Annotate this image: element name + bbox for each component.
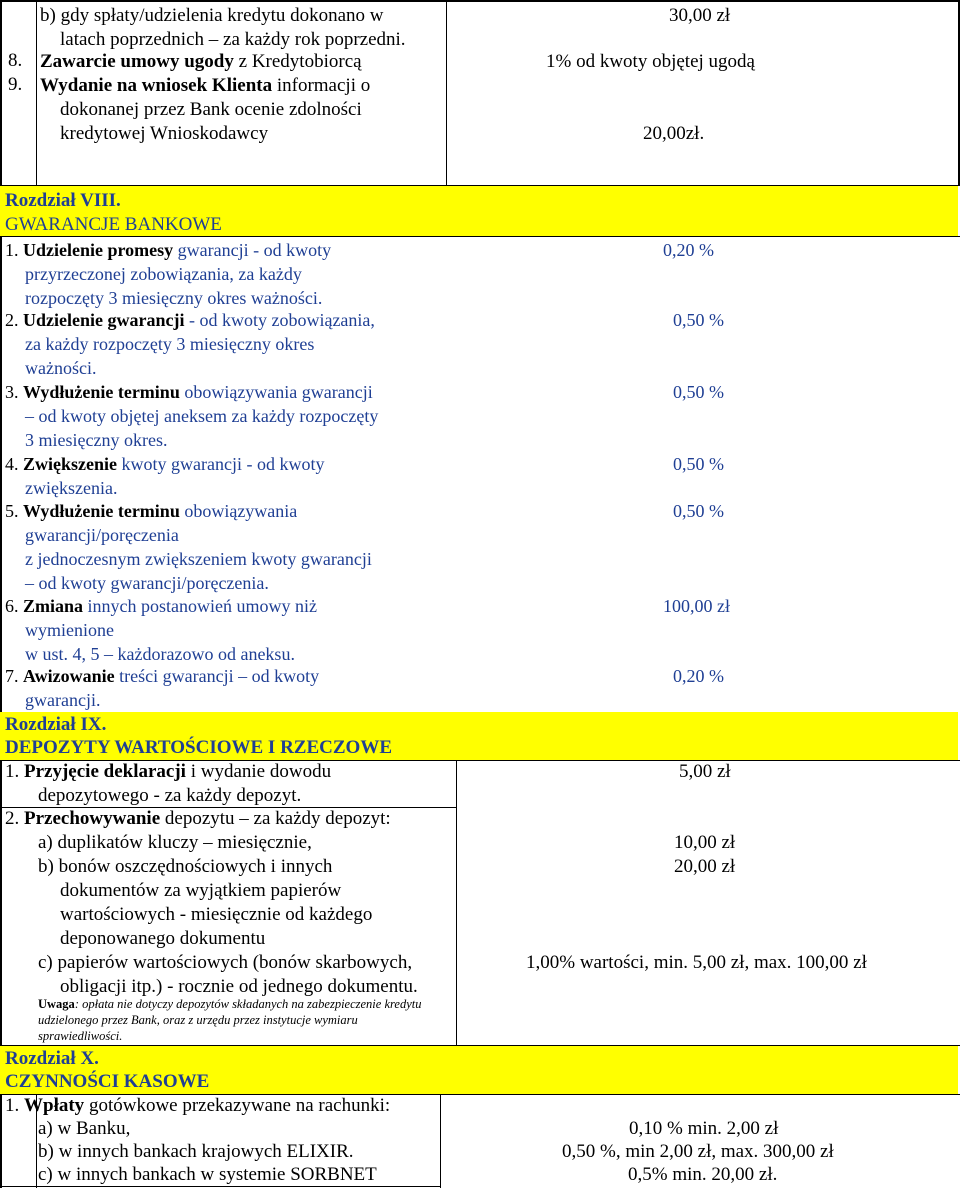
fee-value: 30,00 zł <box>669 5 731 26</box>
text-fragment: informacji o <box>272 75 371 96</box>
item-title: Awizowanie <box>23 666 115 686</box>
table-border <box>0 0 2 1188</box>
item-title: Zawarcie umowy ugody <box>40 51 234 72</box>
item-title: Wydłużenie terminu <box>23 382 180 402</box>
table-border <box>0 0 960 2</box>
item-text: treści gwarancji – od kwoty <box>114 666 320 686</box>
section-title: Rozdział VIII. <box>5 190 121 211</box>
item-title: Zwiększenie <box>23 454 117 474</box>
fee-value: 1,00% wartości, min. 5,00 zł, max. 100,00 zł <box>526 952 867 973</box>
text-line <box>40 50 362 74</box>
item-text: – od kwoty objętej aneksem za każdy rozpoczęty <box>25 406 379 426</box>
fee-value: 0,50 % <box>673 382 724 402</box>
item-text: - od kwoty zobowiązania, <box>184 310 375 330</box>
fee-value: 5,00 zł <box>679 761 731 782</box>
fee-value: 10,00 zł <box>674 832 736 853</box>
item-number: 3. <box>5 382 19 402</box>
item-title: Zmiana <box>23 596 84 616</box>
item-text: i wydanie dowodu <box>185 761 332 782</box>
section-title: Rozdział IX. <box>5 714 107 735</box>
item-text: obowiązywania gwarancji <box>179 382 373 402</box>
column-divider <box>440 1094 441 1188</box>
column-divider <box>446 0 447 186</box>
item-number: 1. <box>5 761 20 782</box>
fee-value: 0,50 % <box>673 501 724 521</box>
item-text: c) w innych bankach w systemie SORBNET <box>38 1164 377 1185</box>
item-title: Przyjęcie deklaracji <box>24 761 186 782</box>
item-text: gotówkowe przekazywane na rachunki: <box>84 1095 391 1116</box>
item-text: – od kwoty gwarancji/poręczenia. <box>25 573 269 593</box>
note-label: Uwaga <box>38 997 75 1011</box>
section-subtitle: GWARANCJE BANKOWE <box>5 214 222 235</box>
fee-value: 0,50 % <box>673 454 724 474</box>
item-number: 4. <box>5 454 19 474</box>
list-item <box>5 807 391 831</box>
section-title: Rozdział X. <box>5 1048 99 1069</box>
item-number: 2. <box>5 310 19 330</box>
list-item <box>5 499 297 523</box>
item-text: a) duplikatów kluczy – miesięcznie, <box>38 832 312 853</box>
item-title: Wydanie na wniosek Klienta <box>40 75 273 96</box>
fee-value: 0,10 % min. 2,00 zł <box>629 1118 779 1139</box>
list-item <box>5 380 373 404</box>
item-text: wymienione <box>25 620 114 640</box>
note-text: udzielonego przez Bank, oraz z urzędu przez instytucje wymiaru <box>38 1013 358 1027</box>
item-text: b) bonów oszczędnościowych i innych <box>38 856 333 877</box>
item-text: depozytowego - za każdy depozyt. <box>38 785 302 806</box>
fee-value: 100,00 zł <box>663 596 730 616</box>
item-text: przyrzeczonej zobowiązania, za każdy <box>25 264 302 284</box>
item-number: 7. <box>5 666 19 686</box>
list-item <box>5 452 324 476</box>
row-number: 9. <box>8 74 23 95</box>
note <box>38 996 421 1013</box>
text-line: kredytowej Wnioskodawcy <box>60 123 269 144</box>
section-subtitle: DEPOZYTY WARTOŚCIOWE I RZECZOWE <box>5 737 392 758</box>
item-title: Udzielenie gwarancji <box>23 310 185 330</box>
list-item <box>5 760 331 784</box>
list-item <box>5 238 331 262</box>
item-text: 3 miesięczny okres. <box>25 430 168 450</box>
item-number: 1. <box>5 240 19 260</box>
item-text: w ust. 4, 5 – każdorazowo od aneksu. <box>25 644 295 664</box>
list-item <box>5 308 375 332</box>
text-line: dokonanej przez Bank ocenie zdolności <box>60 99 362 120</box>
item-title: Udzielenie promesy <box>23 240 174 260</box>
fee-value: 0,20 % <box>673 666 724 686</box>
item-text: zwiększenia. <box>25 478 118 498</box>
fee-value: 20,00zł. <box>643 123 705 144</box>
fee-value: 0,50 %, min 2,00 zł, max. 300,00 zł <box>562 1141 834 1162</box>
list-item <box>5 664 319 688</box>
item-number: 5. <box>5 501 19 521</box>
item-text: a) w Banku, <box>38 1118 131 1139</box>
item-text: c) papierów wartościowych (bonów skarbowych, <box>38 952 413 973</box>
item-text: gwarancji. <box>25 690 101 710</box>
item-text: wartościowych - miesięcznie od każdego <box>60 904 373 925</box>
item-title: Przechowywanie <box>24 808 161 829</box>
list-item <box>5 594 317 618</box>
section-subtitle: CZYNNOŚCI KASOWE <box>5 1071 210 1092</box>
item-text: rozpoczęty 3 miesięczny okres ważności. <box>25 288 323 308</box>
note-text: : opłata nie dotyczy depozytów składanych na zabezpieczenie kredytu <box>74 997 422 1011</box>
fee-value: 20,00 zł <box>674 856 736 877</box>
item-title: Wydłużenie terminu <box>23 501 180 521</box>
item-text: b) w innych bankach krajowych ELIXIR. <box>38 1141 354 1162</box>
item-text: obowiązywania <box>179 501 298 521</box>
row-number: 8. <box>8 50 23 71</box>
fee-value: 1% od kwoty objętej ugodą <box>546 51 755 72</box>
text-line: b) gdy spłaty/udzielenia kredytu dokonano w <box>40 5 384 26</box>
text-line <box>40 74 370 98</box>
item-text: obligacji itp.) - rocznie od jednego dokumentu. <box>60 976 418 997</box>
list-item <box>5 1094 390 1118</box>
item-text: z jednoczesnym zwiększeniem kwoty gwarancji <box>25 549 372 569</box>
item-text: kwoty gwarancji - od kwoty <box>117 454 325 474</box>
item-title: Wpłaty <box>24 1095 85 1116</box>
item-text: deponowanego dokumentu <box>60 928 266 949</box>
item-number: 1. <box>5 1095 20 1116</box>
note-text: sprawiedliwości. <box>38 1029 123 1043</box>
item-number: 6. <box>5 596 19 616</box>
item-text: dokumentów za wyjątkiem papierów <box>60 880 342 901</box>
item-text: gwarancji/poręczenia <box>25 525 179 545</box>
text-fragment: z Kredytobiorcą <box>233 51 362 72</box>
item-text: innych postanowień umowy niż <box>83 596 317 616</box>
item-number: 2. <box>5 808 20 829</box>
text-line: latach poprzednich – za każdy rok poprzedni. <box>60 29 406 50</box>
column-divider <box>456 760 457 1045</box>
item-text: ważności. <box>25 358 97 378</box>
item-text: depozytu – za każdy depozyt: <box>160 808 391 829</box>
item-text: za każdy rozpoczęty 3 miesięczny okres <box>25 334 315 354</box>
column-divider <box>36 0 37 186</box>
fee-value: 0,5% min. 20,00 zł. <box>628 1164 778 1185</box>
item-text: gwarancji - od kwoty <box>173 240 332 260</box>
fee-value: 0,20 % <box>663 240 714 260</box>
fee-value: 0,50 % <box>673 310 724 330</box>
